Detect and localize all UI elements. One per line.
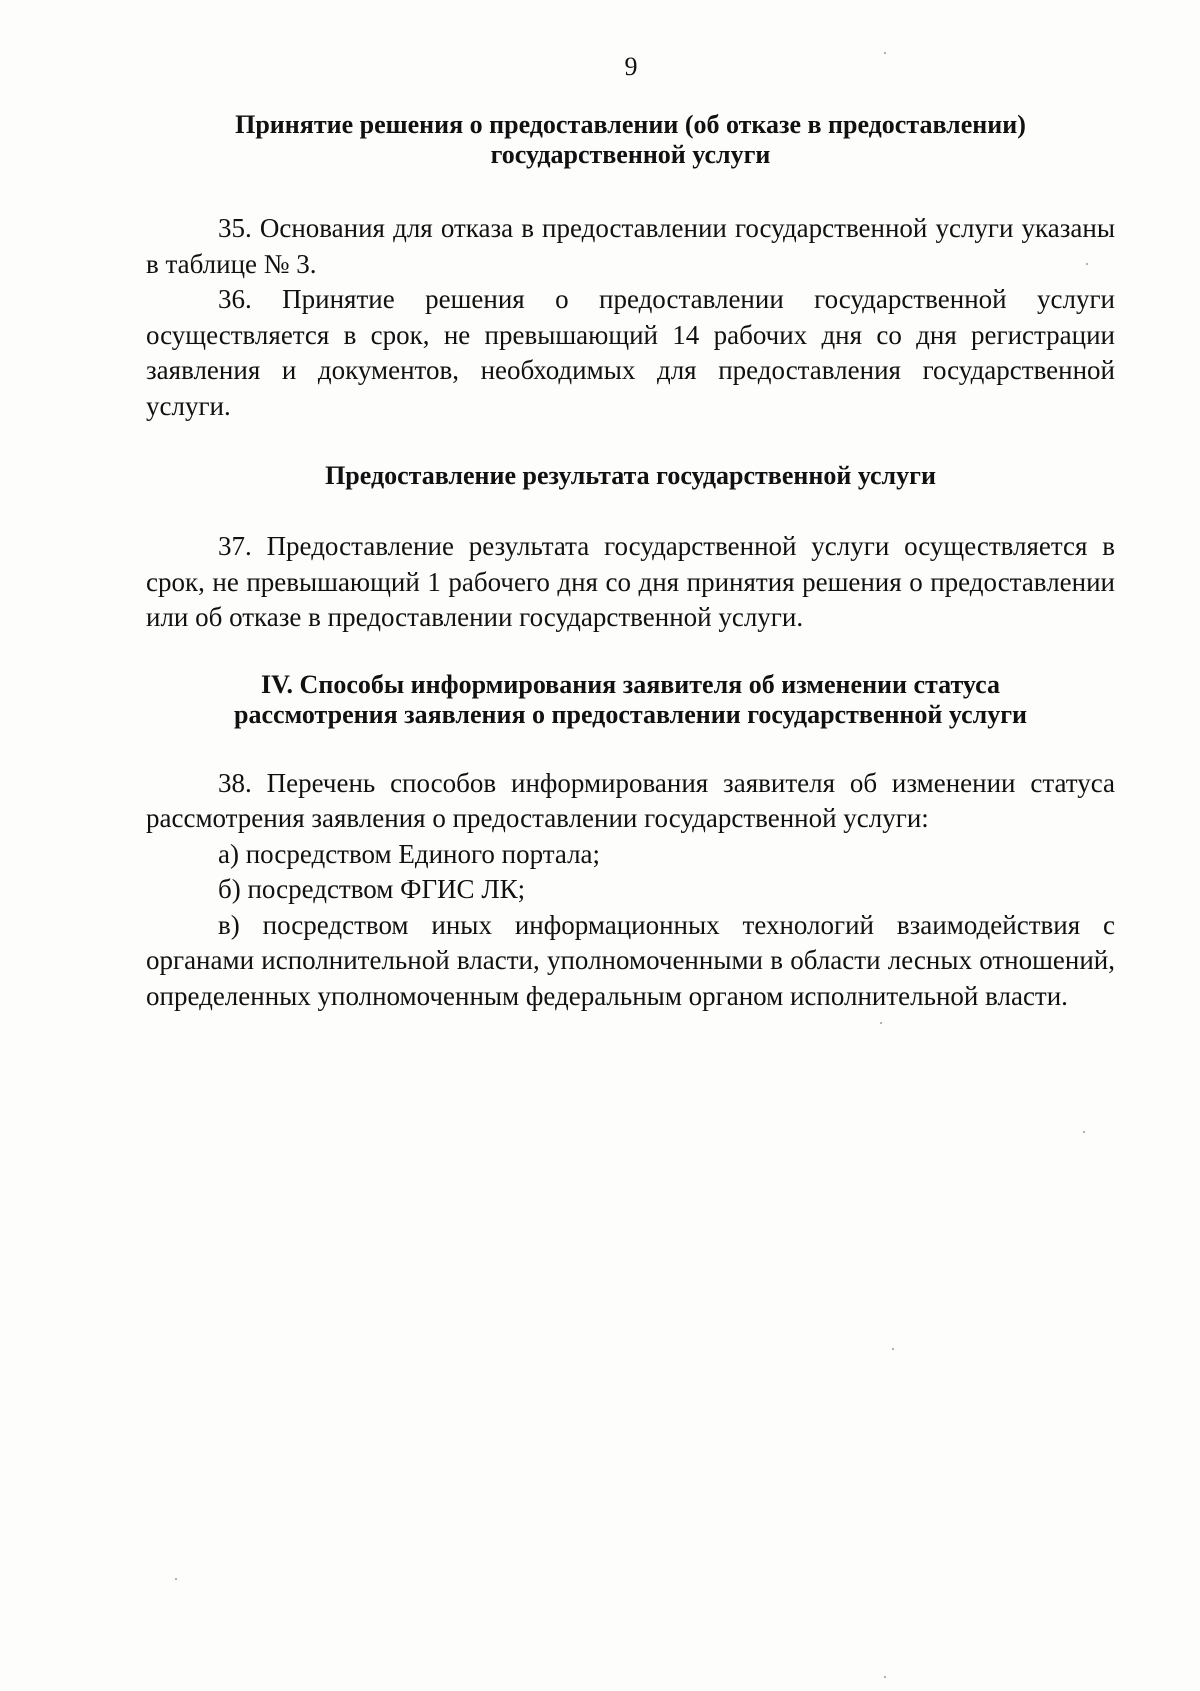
scan-speck	[892, 1348, 894, 1350]
scan-speck	[1083, 1131, 1085, 1133]
document-body	[146, 110, 1115, 1014]
section-heading-informing	[146, 670, 1115, 730]
paragraph-38: 38. Перечень способов информирования заявителя об изменении статуса рассмотрения заявления о предоставлении государственной услуги:	[146, 767, 1115, 833]
list-item-b: б) посредством ФГИС ЛК;	[218, 874, 526, 904]
scan-speck	[1086, 263, 1088, 265]
scan-speck	[175, 1578, 177, 1580]
spacer	[146, 491, 1115, 529]
paragraph-37: 37. Предоставление результата государственной услуги осуществляется в срок, не превышающий 1 рабочего дня со дня принятия решения о предоставлении или об отказе в предоставлении государственной услуги.	[146, 531, 1115, 632]
spacer	[146, 636, 1115, 670]
paragraph-36: 36. Принятие решения о предоставлении государственной услуги осуществляется в срок, не превышающий 14 рабочих дня со дня регистрации заявления и документов, необходимых для предоставления государственной услуги.	[146, 284, 1115, 421]
section-heading-informing-line2: рассмотрения заявления о предоставлении государственной услуги	[233, 699, 1027, 729]
scan-speck	[880, 1022, 882, 1024]
spacer	[146, 730, 1115, 766]
section-heading-result: Предоставление результата государственной услуги	[325, 461, 936, 490]
paragraph-35: 35. Основания для отказа в предоставлении государственной услуги указаны в таблице № 3.	[146, 213, 1115, 279]
list-item-c: в) посредством иных информационных технологий взаимодействия с органами исполнительной власти, уполномоченными в области лесных отношений, определенных уполномоченным федеральным органом исполнительной власти.	[146, 909, 1115, 1011]
spacer	[146, 424, 1115, 461]
section-heading-decision-line2: государственной услуги	[490, 140, 771, 169]
scan-speck	[884, 52, 886, 54]
section-heading-decision	[146, 110, 1115, 170]
section-heading-informing-line1: IV. Способы информирования заявителя об изменении статуса	[261, 669, 1000, 699]
spacer	[146, 170, 1115, 211]
list-item-a: а) посредством Единого портала;	[218, 838, 601, 869]
page-number: 9	[624, 52, 638, 81]
scan-speck	[884, 1676, 886, 1678]
section-heading-decision-line1: Принятие решения о предоставлении (об отказе в предоставлении)	[235, 110, 1026, 139]
